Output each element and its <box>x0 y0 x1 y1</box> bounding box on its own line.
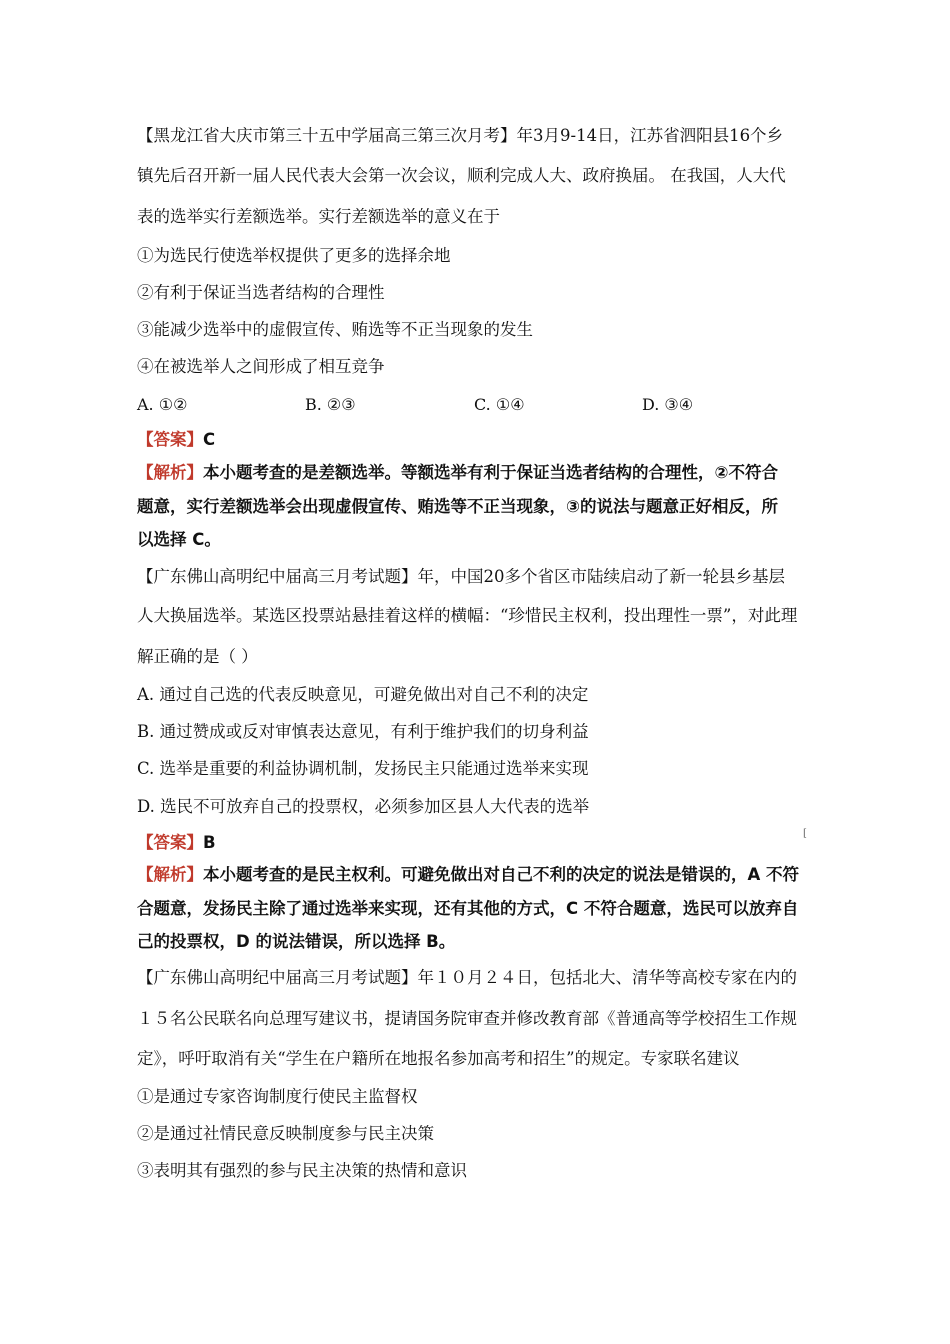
q1-item-3: ③能减少选举中的虚假宣传、贿选等不正当现象的发生 <box>137 320 533 339</box>
q2-analysis-line-3: 己的投票权，D 的说法错误，所以选择 B。 <box>137 932 456 951</box>
q1-analysis-text-1: 本小题考查的是差额选举。等额选举有利于保证当选者结构的合理性，②不符合 <box>203 463 778 482</box>
margin-mark: [ <box>803 828 807 839</box>
q3-stem-line-2: １５名公民联名向总理写建议书，提请国务院审查并修改教育部《普通高等学校招生工作规 <box>137 1009 797 1028</box>
q1-option-a: A. ①② <box>137 395 188 414</box>
q2-answer-value: B <box>203 833 216 852</box>
q2-analysis-line-2: 合题意，发扬民主除了通过选举来实现，还有其他的方式，C 不符合题意，选民可以放弃自 <box>137 899 799 918</box>
q1-item-2: ②有利于保证当选者结构的合理性 <box>137 283 385 302</box>
q1-option-b: B. ②③ <box>305 395 356 414</box>
q2-analysis-line-1 <box>137 863 817 887</box>
q3-item-3: ③表明其有强烈的参与民主决策的热情和意识 <box>137 1161 467 1180</box>
q1-stem-line-3: 表的选举实行差额选举。实行差额选举的意义在于 <box>137 207 500 226</box>
q2-option-d: D. 选民不可放弃自己的投票权，必须参加区县人大代表的选举 <box>137 797 590 816</box>
q3-stem-line-1: 【广东佛山高明纪中届高三月考试题】年１０月２４日，包括北大、清华等高校专家在内的 <box>137 968 797 987</box>
q1-answer-tag: 【答案】 <box>137 430 203 449</box>
q2-option-b: B. 通过赞成或反对审慎表达意见，有利于维护我们的切身利益 <box>137 722 589 741</box>
q1-stem-line-2: 镇先后召开新一届人民代表大会第一次会议，顺利完成人大、政府换届。 在我国，人大代 <box>137 166 786 185</box>
q3-item-2: ②是通过社情民意反映制度参与民主决策 <box>137 1124 434 1143</box>
q2-option-a: A. 通过自己选的代表反映意见，可避免做出对自己不利的决定 <box>137 685 589 704</box>
q1-options <box>137 393 817 417</box>
q2-option-c: C. 选举是重要的利益协调机制，发扬民主只能通过选举来实现 <box>137 759 589 778</box>
q2-analysis-text-1: 本小题考查的是民主权利。可避免做出对自己不利的决定的说法是错误的，A 不符 <box>203 865 800 884</box>
q1-analysis-line-3: 以选择 C。 <box>137 530 221 549</box>
q3-item-1: ①是通过专家咨询制度行使民主监督权 <box>137 1087 418 1106</box>
q2-analysis-tag: 【解析】 <box>137 865 203 884</box>
q2-stem-line-3: 解正确的是（ ） <box>137 647 258 666</box>
q1-option-c: C. ①④ <box>474 395 525 414</box>
q2-answer <box>137 831 817 855</box>
q1-option-d: D. ③④ <box>642 395 694 414</box>
q1-analysis-line-1 <box>137 461 817 485</box>
q1-analysis-tag: 【解析】 <box>137 463 203 482</box>
q1-item-1: ①为选民行使选举权提供了更多的选择余地 <box>137 246 451 265</box>
q2-stem-line-2: 人大换届选举。某选区投票站悬挂着这样的横幅：“珍惜民主权利，投出理性一票”，对此理 <box>137 606 798 625</box>
q1-answer <box>137 428 817 452</box>
q1-stem-line-1: 【黑龙江省大庆市第三十五中学届高三第三次月考】年3月9-14日，江苏省泗阳县16个乡 <box>137 126 784 145</box>
q2-answer-tag: 【答案】 <box>137 833 203 852</box>
q3-stem-line-3: 定》，呼吁取消有关“学生在户籍所在地报名参加高考和招生”的规定。专家联名建议 <box>137 1049 740 1068</box>
q2-stem-line-1: 【广东佛山高明纪中届高三月考试题】年，中国20多个省区市陆续启动了新一轮县乡基层 <box>137 567 785 586</box>
q1-analysis-line-2: 题意，实行差额选举会出现虚假宣传、贿选等不正当现象，③的说法与题意正好相反，所 <box>137 497 778 516</box>
q1-answer-value: C <box>203 430 216 449</box>
q1-item-4: ④在被选举人之间形成了相互竞争 <box>137 357 385 376</box>
